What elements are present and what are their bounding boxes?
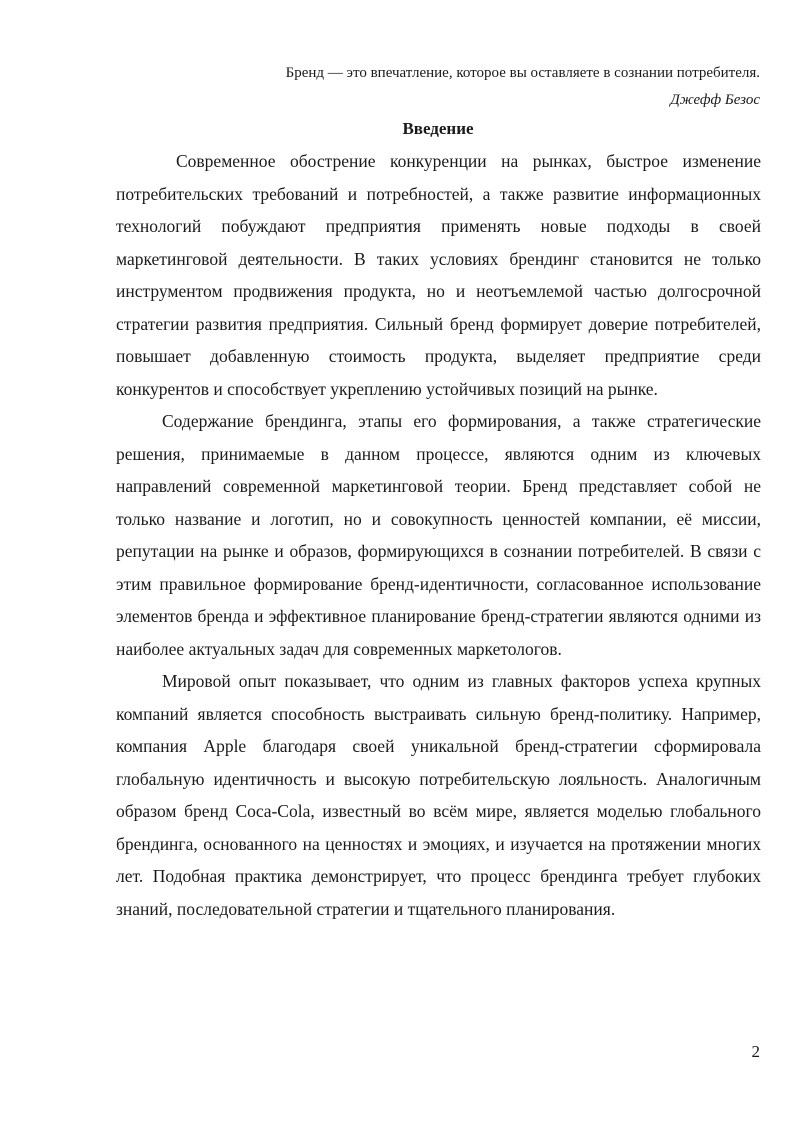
epigraph-quote: Бренд — это впечатление, которое вы оставляете в сознании потребителя. [285, 65, 760, 81]
epigraph [120, 60, 760, 114]
paragraph-2: Содержание брендинга, этапы его формирования, а также стратегические решения, принимаемые в данном процессе, являются одним из ключевых направлений современной маркетинговой теории. Бренд представляет собой не только название и логотип, но и совокупность ценностей компании, её миссии, репутации на рынке и образов, формирующихся в сознании потребителей. В связи с этим правильное формирование бренд-идентичности, согласованное использование элементов бренда и эффективное планирование бренд-стратегии являются одними из наиболее актуальных задач для современных маркетологов. [116, 411, 761, 659]
paragraph-3: Мировой опыт показывает, что одним из главных факторов успеха крупных компаний является способность выстраивать сильную бренд-политику. Например, компания Apple благодаря своей уникальной бренд-стратегии сформировала глобальную идентичность и высокую потребительскую лояльность. Аналогичным образом бренд Coca-Cola, известный во всём мире, является моделью глобального брендинга, основанного на ценностях и эмоциях, и изучается на протяжении многих лет. Подобная практика демонстрирует, что процесс брендинга требует глубоких знаний, последовательной стратегии и тщательного планирования. [116, 671, 761, 919]
paragraph-1: Современное обострение конкуренции на рынках, быстрое изменение потребительских требований и потребностей, а также развитие информационных технологий побуждают предприятия применять новые подходы в своей маркетинговой деятельности. В таких условиях брендинг становится не только инструментом продвижения продукта, но и неотъемлемой частью долгосрочной стратегии развития предприятия. Сильный бренд формирует доверие потребителей, повышает добавленную стоимость продукта, выделяет предприятие среди конкурентов и способствует укреплению устойчивых позиций на рынке. [116, 151, 761, 399]
epigraph-author: Джефф Безос [670, 92, 760, 108]
page-number: 2 [751, 1042, 760, 1061]
section-title: Введение [402, 119, 474, 138]
body-text [116, 145, 761, 925]
